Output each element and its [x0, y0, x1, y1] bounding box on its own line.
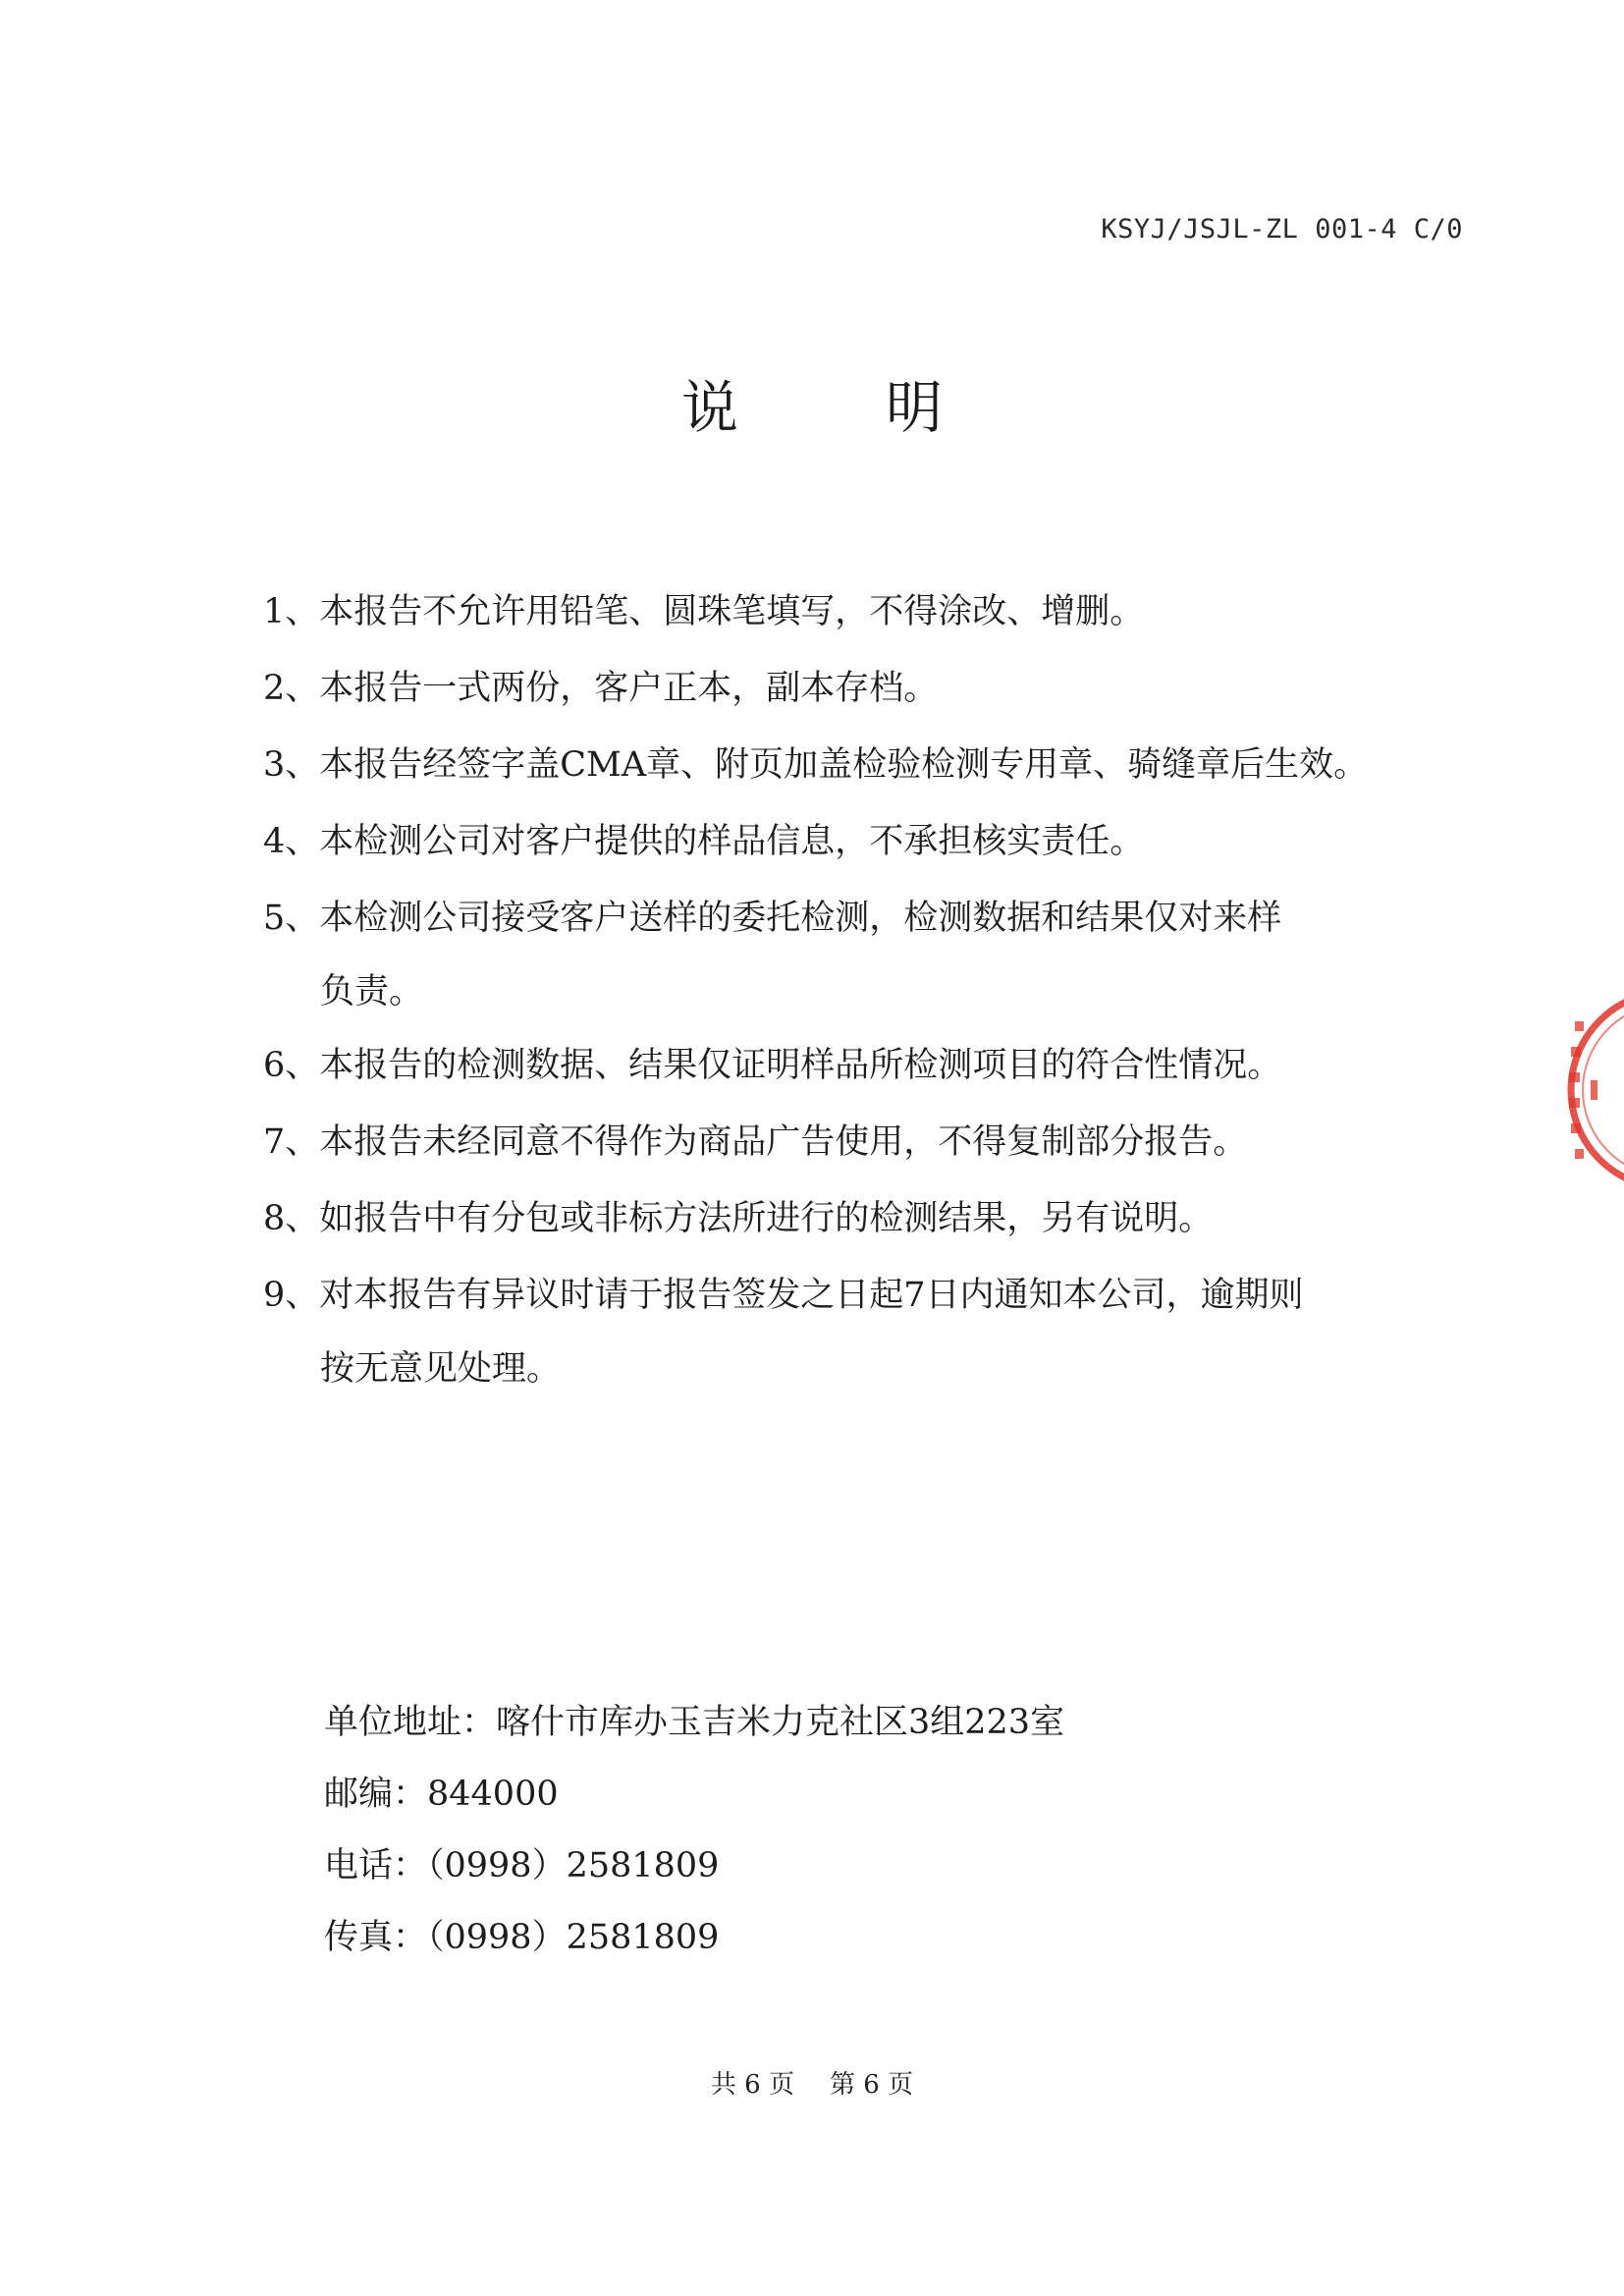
note-item-3: [263, 727, 1461, 803]
document-code: KSYJ/JSJL-ZL 001-4 C/0: [1101, 214, 1463, 245]
note-text: 4、本检测公司对客户提供的样品信息，不承担核实责任。: [263, 822, 1145, 861]
contact-phone: 电话：（0998）2581809: [324, 1846, 720, 1886]
seal-graphic: [1561, 982, 1624, 1198]
note-item-8: [263, 1180, 1461, 1257]
page-footer: [0, 2064, 1624, 2101]
contact-address: 单位地址：喀什市库办玉吉米力克社区3组223室: [324, 1703, 1065, 1742]
note-item-1: [263, 574, 1461, 650]
seam-seal-stamp: [1561, 982, 1624, 1198]
contact-block: [324, 1687, 1064, 1974]
contact-postcode: 邮编：844000: [324, 1775, 559, 1814]
note-text: 1、本报告不允许用铅笔、圆珠笔填写，不得涂改、增删。: [263, 592, 1145, 631]
note-text: 8、如报告中有分包或非标方法所进行的检测结果，另有说明。: [263, 1199, 1214, 1238]
note-text: 7、本报告未经同意不得作为商品广告使用，不得复制部分报告。: [263, 1122, 1248, 1162]
note-text: 3、本报告经签字盖CMA章、附页加盖检验检测专用章、骑缝章后生效。: [263, 745, 1369, 785]
note-item-7: [263, 1104, 1461, 1180]
note-item-5: [263, 880, 1461, 1027]
note-item-2: [263, 650, 1461, 727]
page-current: 第 6 页: [830, 2070, 914, 2100]
note-text: 5、本检测公司接受客户送样的委托检测，检测数据和结果仅对来样: [263, 899, 1282, 938]
note-text: 2、本报告一式两份，客户正本，副本存档。: [263, 669, 939, 708]
notes-list: [263, 574, 1461, 1404]
note-continuation: 按无意见处理。: [320, 1349, 562, 1389]
page-total: 共 6 页: [710, 2070, 794, 2100]
note-item-6: [263, 1027, 1461, 1104]
page-title: 说明: [680, 374, 1090, 441]
note-text: 6、本报告的检测数据、结果仅证明样品所检测项目的符合性情况。: [263, 1046, 1282, 1085]
note-text: 9、对本报告有异议时请于报告签发之日起7日内通知本公司，逾期则: [263, 1276, 1304, 1315]
contact-fax: 传真：（0998）2581809: [324, 1918, 720, 1957]
note-item-4: [263, 803, 1461, 880]
note-item-9: [263, 1257, 1461, 1404]
note-continuation: 负责。: [320, 972, 424, 1011]
